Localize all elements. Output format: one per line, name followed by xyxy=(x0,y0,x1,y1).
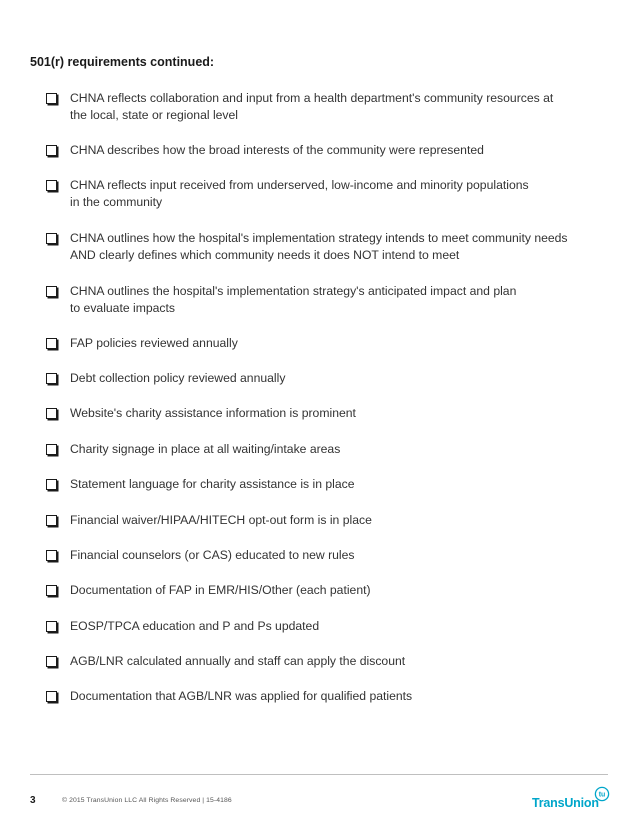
copyright-notice: © 2015 TransUnion LLC All Rights Reserved | 15-4186 xyxy=(62,797,232,804)
checklist-item xyxy=(46,230,606,264)
checkbox-icon[interactable] xyxy=(46,286,57,297)
checklist-item-text: Debt collection policy reviewed annually xyxy=(70,371,286,385)
checklist-item xyxy=(46,405,606,422)
checklist-item-text: Financial waiver/HIPAA/HITECH opt-out form is in place xyxy=(70,513,372,527)
checkbox-icon[interactable] xyxy=(46,338,57,349)
logo-mark-text: tu xyxy=(598,791,606,799)
checklist-item-text: Charity signage in place at all waiting/intake areas xyxy=(70,442,341,456)
checklist-item-text: CHNA describes how the broad interests of the community were represented xyxy=(70,143,484,157)
checklist-item-text: Documentation that AGB/LNR was applied for qualified patients xyxy=(70,689,413,703)
checklist-item xyxy=(46,476,606,493)
checkbox-icon[interactable] xyxy=(46,515,57,526)
checklist-item xyxy=(46,688,606,705)
page-heading: 501(r) requirements continued: xyxy=(30,55,215,69)
checklist-item xyxy=(46,441,606,458)
checklist-item xyxy=(46,582,606,599)
checklist-item-text: EOSP/TPCA education and P and Ps updated xyxy=(70,619,320,633)
checklist-item xyxy=(46,335,606,352)
checklist-item-text: AGB/LNR calculated annually and staff can apply the discount xyxy=(70,654,406,668)
logo-mark-icon xyxy=(594,786,610,802)
checklist-item xyxy=(46,177,606,211)
checklist-item-text: CHNA reflects collaboration and input from a health department's community resources at the local, state or regional level xyxy=(70,91,554,122)
checkbox-icon[interactable] xyxy=(46,479,57,490)
checklist-item xyxy=(46,653,606,670)
checklist-item xyxy=(46,512,606,529)
checklist-item xyxy=(46,547,606,564)
checklist-item-text: Website's charity assistance information is prominent xyxy=(70,406,356,420)
checkbox-icon[interactable] xyxy=(46,621,57,632)
checklist-item-text: Documentation of FAP in EMR/HIS/Other (each patient) xyxy=(70,583,371,597)
checkbox-icon[interactable] xyxy=(46,656,57,667)
checklist-item xyxy=(46,283,606,317)
footer-divider xyxy=(30,774,608,775)
checkbox-icon[interactable] xyxy=(46,180,57,191)
checkbox-icon[interactable] xyxy=(46,550,57,561)
checklist-item-text: FAP policies reviewed annually xyxy=(70,336,238,350)
checkbox-icon[interactable] xyxy=(46,233,57,244)
checklist-item-text: Financial counselors (or CAS) educated to new rules xyxy=(70,548,355,562)
checklist-item-text: CHNA reflects input received from underserved, low-income and minority populations in the community xyxy=(70,178,529,209)
transunion-logo xyxy=(532,786,612,814)
checklist-item xyxy=(46,618,606,635)
checkbox-icon[interactable] xyxy=(46,691,57,702)
checkbox-icon[interactable] xyxy=(46,93,57,104)
checklist-item-text: Statement language for charity assistance is in place xyxy=(70,477,355,491)
checkbox-icon[interactable] xyxy=(46,145,57,156)
checkbox-icon[interactable] xyxy=(46,408,57,419)
checklist-item-text: CHNA outlines how the hospital's implementation strategy intends to meet community needs AND clearly defines which community needs it does NOT intend to meet xyxy=(70,231,568,262)
checklist-item-text: CHNA outlines the hospital's implementation strategy's anticipated impact and plan to evaluate impacts xyxy=(70,284,517,315)
checklist-item xyxy=(46,90,606,124)
checklist-item xyxy=(46,142,606,159)
logo-wordmark: TransUnion xyxy=(532,796,599,810)
checkbox-icon[interactable] xyxy=(46,585,57,596)
checklist-item xyxy=(46,370,606,387)
page-number: 3 xyxy=(30,795,36,806)
checkbox-icon[interactable] xyxy=(46,373,57,384)
checkbox-icon[interactable] xyxy=(46,444,57,455)
